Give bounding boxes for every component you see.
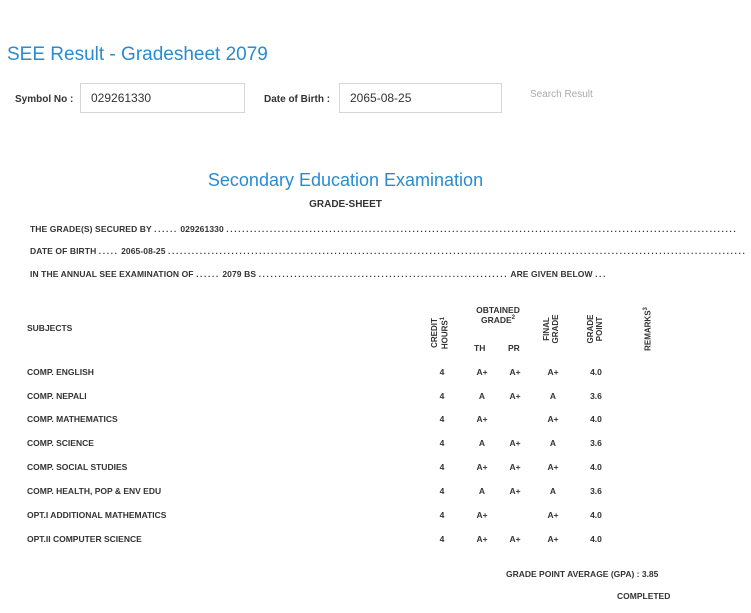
grade-point-cell: 3.6 xyxy=(590,438,602,448)
final-grade-cell: A+ xyxy=(547,414,559,424)
table-row xyxy=(0,414,751,428)
pr-grade-cell: A+ xyxy=(509,367,521,377)
th-grade-cell: A+ xyxy=(476,414,488,424)
symbol-input[interactable] xyxy=(80,83,245,113)
subject-cell: COMP. SOCIAL STUDIES xyxy=(27,462,128,472)
result-status: COMPLETED xyxy=(617,591,671,601)
exam-year-label: IN THE ANNUAL SEE EXAMINATION OF xyxy=(30,269,194,279)
pr-grade-cell: A+ xyxy=(509,534,521,544)
grade-point-cell: 4.0 xyxy=(590,462,602,472)
credit-cell: 4 xyxy=(439,462,445,472)
subject-cell: COMP. ENGLISH xyxy=(27,367,94,377)
final-grade-cell: A+ xyxy=(547,367,559,377)
table-row xyxy=(0,510,751,524)
th-header: TH xyxy=(474,343,486,353)
subject-cell: OPT.I ADDITIONAL MATHEMATICS xyxy=(27,510,167,520)
grade-point-cell: 3.6 xyxy=(590,486,602,496)
subject-cell: COMP. SCIENCE xyxy=(27,438,94,448)
final-grade-cell: A xyxy=(549,486,557,496)
credit-hours-header: CREDIT HOURS$^1$ xyxy=(430,316,450,350)
final-grade-cell: A+ xyxy=(547,534,559,544)
grade-point-cell: 4.0 xyxy=(590,367,602,377)
table-row xyxy=(0,391,751,405)
table-row xyxy=(0,462,751,476)
pr-grade-cell: A+ xyxy=(509,438,521,448)
credit-cell: 4 xyxy=(439,510,445,520)
final-grade-cell: A xyxy=(549,438,557,448)
final-grade-header: FINAL GRADE xyxy=(542,314,560,344)
subject-cell: OPT.II COMPUTER SCIENCE xyxy=(27,534,142,544)
final-grade-cell: A xyxy=(549,391,557,401)
credit-cell: 4 xyxy=(439,534,445,544)
secured-by-label: THE GRADE(S) SECURED BY xyxy=(30,224,152,234)
th-grade-cell: A+ xyxy=(476,462,488,472)
credit-cell: 4 xyxy=(439,486,445,496)
subject-cell: COMP. MATHEMATICS xyxy=(27,414,118,424)
pr-header: PR xyxy=(508,343,520,353)
grade-point-cell: 3.6 xyxy=(590,391,602,401)
pr-grade-cell: A+ xyxy=(509,462,521,472)
subject-cell: COMP. NEPALI xyxy=(27,391,87,401)
search-form xyxy=(0,83,751,115)
th-grade-cell: A+ xyxy=(476,510,488,520)
gpa-summary: GRADE POINT AVERAGE (GPA) : 3.85 xyxy=(506,569,659,579)
dob-line-value: 2065-08-25 xyxy=(121,246,166,256)
dob-line: DATE OF BIRTH ..... 2065-08-25 .................................................................................................................................................. xyxy=(30,246,747,256)
grade-point-cell: 4.0 xyxy=(590,414,602,424)
dob-line-label: DATE OF BIRTH xyxy=(30,246,97,256)
grade-point-cell: 4.0 xyxy=(590,510,602,520)
table-row xyxy=(0,486,751,500)
exam-title: Secondary Education Examination xyxy=(207,170,484,190)
table-row xyxy=(0,367,751,381)
table-row xyxy=(0,438,751,452)
obtained-grade-header: OBTAINED GRADE$^2$ xyxy=(476,305,520,325)
credit-cell: 4 xyxy=(439,414,445,424)
exam-year-value: 2079 BS xyxy=(222,269,257,279)
dob-input[interactable] xyxy=(339,83,502,113)
pr-grade-cell: A+ xyxy=(509,486,521,496)
th-grade-cell: A xyxy=(478,438,486,448)
table-row xyxy=(0,534,751,548)
grade-point-cell: 4.0 xyxy=(590,534,602,544)
th-grade-cell: A+ xyxy=(476,534,488,544)
dob-label: Date of Birth : xyxy=(264,94,331,105)
final-grade-cell: A+ xyxy=(547,510,559,520)
credit-cell: 4 xyxy=(439,438,445,448)
credit-cell: 4 xyxy=(439,367,445,377)
th-grade-cell: A xyxy=(478,486,486,496)
subject-cell: COMP. HEALTH, POP & ENV EDU xyxy=(27,486,162,496)
final-grade-cell: A+ xyxy=(547,462,559,472)
grade-point-header: GRADE POINT xyxy=(586,314,604,344)
th-grade-cell: A xyxy=(478,391,486,401)
secured-by-line: THE GRADE(S) SECURED BY ...... 029261330 ................................................................................................................................. xyxy=(30,224,738,234)
pr-grade-cell: A+ xyxy=(509,391,521,401)
th-grade-cell: A+ xyxy=(476,367,488,377)
page-title: SEE Result - Gradesheet 2079 xyxy=(7,44,268,65)
subjects-header: SUBJECTS xyxy=(27,323,73,333)
remarks-header: REMARKS$^3$ xyxy=(643,307,653,351)
given-below-label: ARE GIVEN BELOW xyxy=(510,269,593,279)
symbol-label: Symbol No : xyxy=(15,94,74,105)
search-result-button[interactable]: Search Result xyxy=(530,89,593,100)
gradesheet-title: GRADE-SHEET xyxy=(309,199,382,210)
credit-cell: 4 xyxy=(439,391,445,401)
secured-by-symbol: 029261330 xyxy=(180,224,224,234)
exam-year-line: IN THE ANNUAL SEE EXAMINATION OF ...... 2079 BS ............................................................... ARE GIVEN BELOW ... xyxy=(30,269,607,279)
